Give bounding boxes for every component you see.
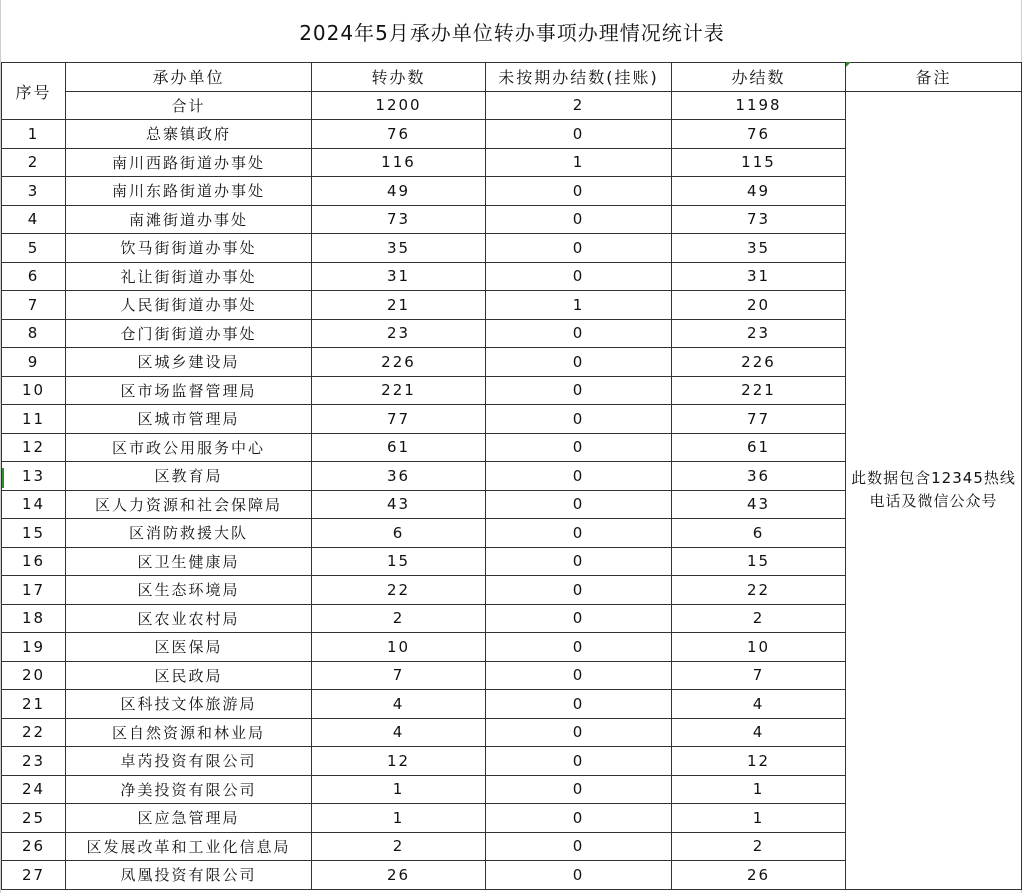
row-seq[interactable]: 14 xyxy=(2,490,66,519)
row-seq[interactable]: 1 xyxy=(2,120,66,149)
row-seq[interactable]: 26 xyxy=(2,832,66,861)
total-label[interactable]: 合计 xyxy=(66,91,312,120)
total-transferred[interactable]: 1200 xyxy=(312,91,486,120)
row-seq[interactable]: 15 xyxy=(2,519,66,548)
total-completed[interactable]: 1198 xyxy=(672,91,846,120)
row-unit[interactable]: 净美投资有限公司 xyxy=(66,775,312,804)
row-unit[interactable]: 区教育局 xyxy=(66,462,312,491)
header-row xyxy=(2,63,1022,92)
row-completed[interactable]: 2 xyxy=(672,832,846,861)
row-unit[interactable]: 区自然资源和林业局 xyxy=(66,718,312,747)
row-transferred[interactable]: 221 xyxy=(312,376,486,405)
row-pending[interactable]: 0 xyxy=(486,547,672,576)
row-completed[interactable]: 1 xyxy=(672,804,846,833)
row-completed[interactable]: 76 xyxy=(672,120,846,149)
row-seq[interactable]: 13 xyxy=(2,462,66,491)
row-seq[interactable]: 17 xyxy=(2,576,66,605)
row-transferred[interactable]: 10 xyxy=(312,633,486,662)
row-unit[interactable]: 区农业农村局 xyxy=(66,604,312,633)
row-seq[interactable]: 21 xyxy=(2,690,66,719)
row-transferred[interactable]: 77 xyxy=(312,405,486,434)
header-remark[interactable]: 备注 xyxy=(846,63,1022,92)
row-seq[interactable]: 7 xyxy=(2,291,66,320)
row-transferred[interactable]: 49 xyxy=(312,177,486,206)
row-unit[interactable]: 区发展改革和工业化信息局 xyxy=(66,832,312,861)
header-completed[interactable]: 办结数 xyxy=(672,63,846,92)
row-unit[interactable]: 区城市管理局 xyxy=(66,405,312,434)
row-pending[interactable]: 0 xyxy=(486,690,672,719)
row-seq[interactable]: 3 xyxy=(2,177,66,206)
row-transferred[interactable]: 4 xyxy=(312,690,486,719)
row-completed[interactable]: 226 xyxy=(672,348,846,377)
row-transferred[interactable]: 31 xyxy=(312,262,486,291)
row-unit[interactable]: 区医保局 xyxy=(66,633,312,662)
row-pending[interactable]: 1 xyxy=(486,148,672,177)
header-transferred[interactable]: 转办数 xyxy=(312,63,486,92)
row-transferred[interactable]: 6 xyxy=(312,519,486,548)
row-pending[interactable]: 1 xyxy=(486,291,672,320)
row-transferred[interactable]: 76 xyxy=(312,120,486,149)
row-pending[interactable]: 0 xyxy=(486,604,672,633)
row-completed[interactable]: 49 xyxy=(672,177,846,206)
row-pending[interactable]: 0 xyxy=(486,490,672,519)
row-unit[interactable]: 总寨镇政府 xyxy=(66,120,312,149)
row-seq[interactable]: 25 xyxy=(2,804,66,833)
row-completed[interactable]: 22 xyxy=(672,576,846,605)
row-unit[interactable]: 区应急管理局 xyxy=(66,804,312,833)
row-completed[interactable]: 26 xyxy=(672,861,846,890)
row-completed[interactable]: 115 xyxy=(672,148,846,177)
row-completed[interactable]: 1 xyxy=(672,775,846,804)
row-completed[interactable]: 2 xyxy=(672,604,846,633)
table-body xyxy=(2,63,1022,890)
row-seq[interactable]: 9 xyxy=(2,348,66,377)
row-unit[interactable]: 礼让街街道办事处 xyxy=(66,262,312,291)
row-completed[interactable]: 12 xyxy=(672,747,846,776)
row-unit[interactable]: 区人力资源和社会保障局 xyxy=(66,490,312,519)
row-completed[interactable]: 4 xyxy=(672,690,846,719)
row-pending[interactable]: 0 xyxy=(486,177,672,206)
row-unit[interactable]: 区市场监督管理局 xyxy=(66,376,312,405)
row-transferred[interactable]: 4 xyxy=(312,718,486,747)
row-transferred[interactable]: 23 xyxy=(312,319,486,348)
row-transferred[interactable]: 2 xyxy=(312,832,486,861)
row-pending[interactable]: 0 xyxy=(486,775,672,804)
row-completed[interactable]: 61 xyxy=(672,433,846,462)
row-seq[interactable]: 2 xyxy=(2,148,66,177)
remark-cell[interactable]: 此数据包含12345热线电话及微信公众号 xyxy=(846,91,1022,889)
row-completed[interactable]: 31 xyxy=(672,262,846,291)
row-transferred[interactable]: 26 xyxy=(312,861,486,890)
row-pending[interactable]: 0 xyxy=(486,519,672,548)
row-pending[interactable]: 0 xyxy=(486,262,672,291)
row-pending[interactable]: 0 xyxy=(486,234,672,263)
row-seq[interactable]: 5 xyxy=(2,234,66,263)
row-unit[interactable]: 区科技文体旅游局 xyxy=(66,690,312,719)
row-transferred[interactable]: 116 xyxy=(312,148,486,177)
row-seq[interactable]: 8 xyxy=(2,319,66,348)
row-completed[interactable]: 10 xyxy=(672,633,846,662)
row-completed[interactable]: 6 xyxy=(672,519,846,548)
row-completed[interactable]: 15 xyxy=(672,547,846,576)
header-pending[interactable]: 未按期办结数(挂账) xyxy=(486,63,672,92)
row-seq[interactable]: 18 xyxy=(2,604,66,633)
row-pending[interactable]: 0 xyxy=(486,433,672,462)
row-unit[interactable]: 区市政公用服务中心 xyxy=(66,433,312,462)
row-seq[interactable]: 6 xyxy=(2,262,66,291)
row-unit[interactable]: 仓门街街道办事处 xyxy=(66,319,312,348)
row-pending[interactable]: 0 xyxy=(486,633,672,662)
row-seq[interactable]: 22 xyxy=(2,718,66,747)
row-transferred[interactable]: 226 xyxy=(312,348,486,377)
row-transferred[interactable]: 43 xyxy=(312,490,486,519)
row-seq[interactable]: 20 xyxy=(2,661,66,690)
row-completed[interactable]: 43 xyxy=(672,490,846,519)
row-transferred[interactable]: 7 xyxy=(312,661,486,690)
row-pending[interactable]: 0 xyxy=(486,804,672,833)
row-unit[interactable]: 区消防救援大队 xyxy=(66,519,312,548)
row-pending[interactable]: 0 xyxy=(486,462,672,491)
row-transferred[interactable]: 1 xyxy=(312,775,486,804)
row-pending[interactable]: 0 xyxy=(486,661,672,690)
row-seq[interactable]: 16 xyxy=(2,547,66,576)
row-pending[interactable]: 0 xyxy=(486,747,672,776)
row-completed[interactable]: 35 xyxy=(672,234,846,263)
row-seq[interactable]: 4 xyxy=(2,205,66,234)
row-completed[interactable]: 23 xyxy=(672,319,846,348)
row-completed[interactable]: 73 xyxy=(672,205,846,234)
row-transferred[interactable]: 36 xyxy=(312,462,486,491)
row-pending[interactable]: 0 xyxy=(486,832,672,861)
row-pending[interactable]: 0 xyxy=(486,205,672,234)
row-transferred[interactable]: 61 xyxy=(312,433,486,462)
row-transferred[interactable]: 15 xyxy=(312,547,486,576)
row-pending[interactable]: 0 xyxy=(486,576,672,605)
row-transferred[interactable]: 21 xyxy=(312,291,486,320)
row-transferred[interactable]: 22 xyxy=(312,576,486,605)
row-unit[interactable]: 区城乡建设局 xyxy=(66,348,312,377)
row-seq[interactable]: 24 xyxy=(2,775,66,804)
row-completed[interactable]: 77 xyxy=(672,405,846,434)
row-seq[interactable]: 12 xyxy=(2,433,66,462)
row-completed[interactable]: 4 xyxy=(672,718,846,747)
statistics-table xyxy=(1,62,1022,890)
row-unit[interactable]: 南川东路街道办事处 xyxy=(66,177,312,206)
row-unit[interactable]: 区民政局 xyxy=(66,661,312,690)
row-seq[interactable]: 19 xyxy=(2,633,66,662)
row-unit[interactable]: 凤凰投资有限公司 xyxy=(66,861,312,890)
row-transferred[interactable]: 35 xyxy=(312,234,486,263)
row-unit[interactable]: 南川西路街道办事处 xyxy=(66,148,312,177)
row-unit[interactable]: 南滩街道办事处 xyxy=(66,205,312,234)
row-pending[interactable]: 0 xyxy=(486,348,672,377)
row-completed[interactable]: 221 xyxy=(672,376,846,405)
row-pending[interactable]: 0 xyxy=(486,319,672,348)
row-unit[interactable]: 饮马街街道办事处 xyxy=(66,234,312,263)
row-unit[interactable]: 人民街街道办事处 xyxy=(66,291,312,320)
row-unit[interactable]: 区生态环境局 xyxy=(66,576,312,605)
header-unit[interactable]: 承办单位 xyxy=(66,63,312,92)
total-pending[interactable]: 2 xyxy=(486,91,672,120)
table-title: 2024年5月承办单位转办事项办理情况统计表 xyxy=(299,20,725,45)
row-completed[interactable]: 20 xyxy=(672,291,846,320)
row-seq[interactable]: 27 xyxy=(2,861,66,890)
row-seq[interactable]: 23 xyxy=(2,747,66,776)
row-pending[interactable]: 0 xyxy=(486,120,672,149)
row-pending[interactable]: 0 xyxy=(486,718,672,747)
row-seq[interactable]: 11 xyxy=(2,405,66,434)
row-transferred[interactable]: 1 xyxy=(312,804,486,833)
row-completed[interactable]: 7 xyxy=(672,661,846,690)
row-pending[interactable]: 0 xyxy=(486,376,672,405)
header-seq[interactable]: 序号 xyxy=(2,63,66,120)
row-seq[interactable]: 10 xyxy=(2,376,66,405)
row-completed[interactable]: 36 xyxy=(672,462,846,491)
row-transferred[interactable]: 2 xyxy=(312,604,486,633)
row-transferred[interactable]: 12 xyxy=(312,747,486,776)
row-transferred[interactable]: 73 xyxy=(312,205,486,234)
total-row xyxy=(2,91,1022,120)
selection-marker xyxy=(2,468,4,488)
row-unit[interactable]: 区卫生健康局 xyxy=(66,547,312,576)
row-unit[interactable]: 卓芮投资有限公司 xyxy=(66,747,312,776)
row-pending[interactable]: 0 xyxy=(486,405,672,434)
row-pending[interactable]: 0 xyxy=(486,861,672,890)
comment-indicator-icon xyxy=(846,62,851,67)
